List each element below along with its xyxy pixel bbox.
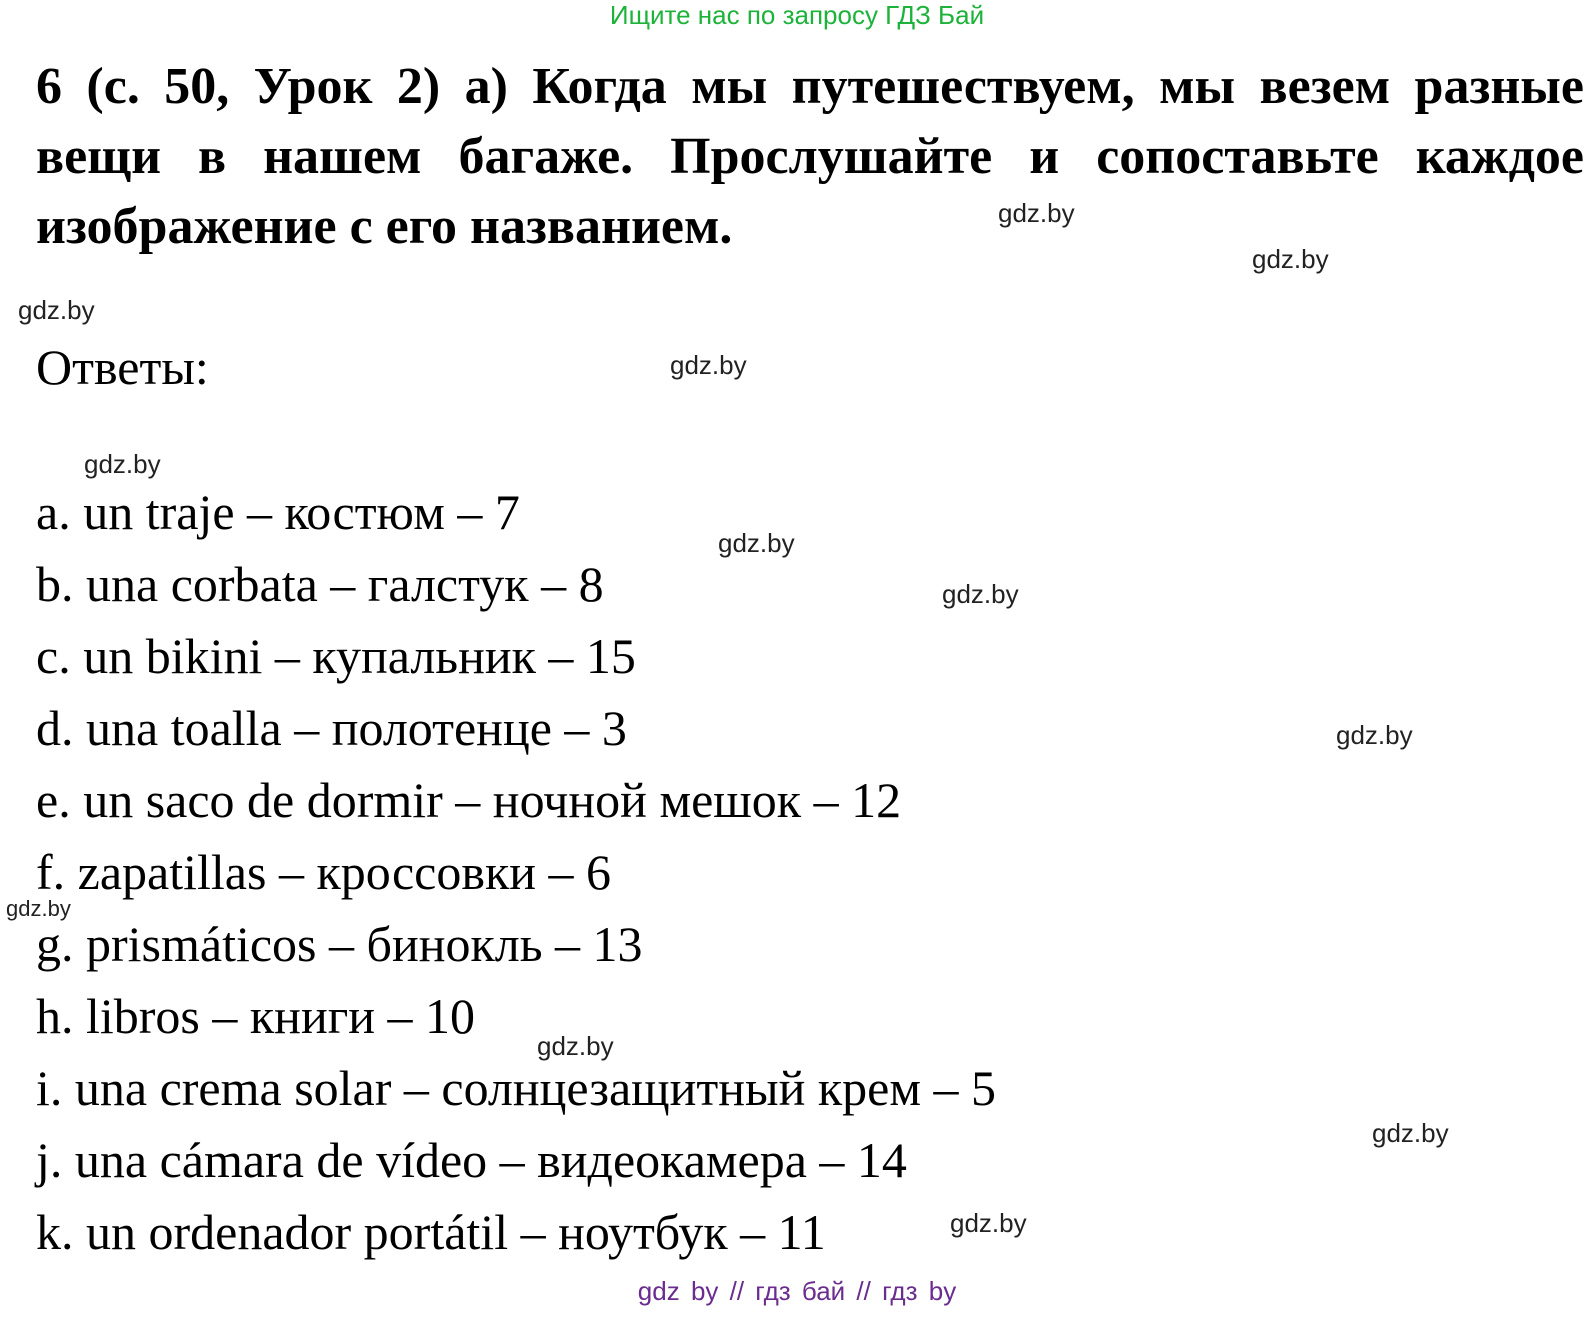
top-banner: Ищите нас по запросу ГДЗ Бай: [609, 0, 985, 30]
answer-list: [36, 476, 996, 1268]
watermark: gdz.by: [1372, 1118, 1449, 1148]
watermark: gdz.by: [670, 350, 747, 380]
watermark: gdz.by: [998, 198, 1075, 228]
watermark: gdz.by: [718, 528, 795, 558]
watermark: gdz.by: [1336, 720, 1413, 750]
answer-item: b. una corbata – галстук – 8: [36, 556, 604, 612]
answer-item: j. una cámara de vídeo – видеокамера – 14: [36, 1132, 907, 1188]
answer-item: e. un saco de dormir – ночной мешок – 12: [36, 772, 902, 828]
watermark: gdz.by: [6, 896, 71, 921]
watermark: gdz.by: [942, 579, 1019, 609]
answer-item: g. prismáticos – бинокль – 13: [36, 916, 643, 972]
watermark: gdz.by: [84, 449, 161, 479]
answer-item: i. una crema solar – солнцезащитный крем – 5: [36, 1060, 996, 1116]
answer-item: k. un ordenador portátil – ноутбук – 11: [36, 1204, 826, 1260]
watermark: gdz.by: [950, 1208, 1027, 1238]
task-heading: 6 (с. 50, Урок 2) а) Когда мы путешествуем, мы везем разные вещи в нашем багаже. Прослушайте и сопоставьте каждое изображение с его названием.: [36, 58, 1584, 255]
answer-item: h. libros – книги – 10: [36, 988, 475, 1044]
watermark: gdz.by: [1252, 244, 1329, 274]
answer-item: a. un traje – костюм – 7: [36, 484, 520, 540]
watermark: gdz.by: [18, 295, 95, 325]
answers-label: Ответы:: [36, 339, 209, 395]
answer-item: f. zapatillas – кроссовки – 6: [36, 844, 612, 900]
answer-item: d. una toalla – полотенце – 3: [36, 700, 627, 756]
answer-item: c. un bikini – купальник – 15: [36, 628, 636, 684]
watermark: gdz.by: [537, 1031, 614, 1061]
footer: gdz by // гдз бай // гдз by: [637, 1276, 957, 1306]
